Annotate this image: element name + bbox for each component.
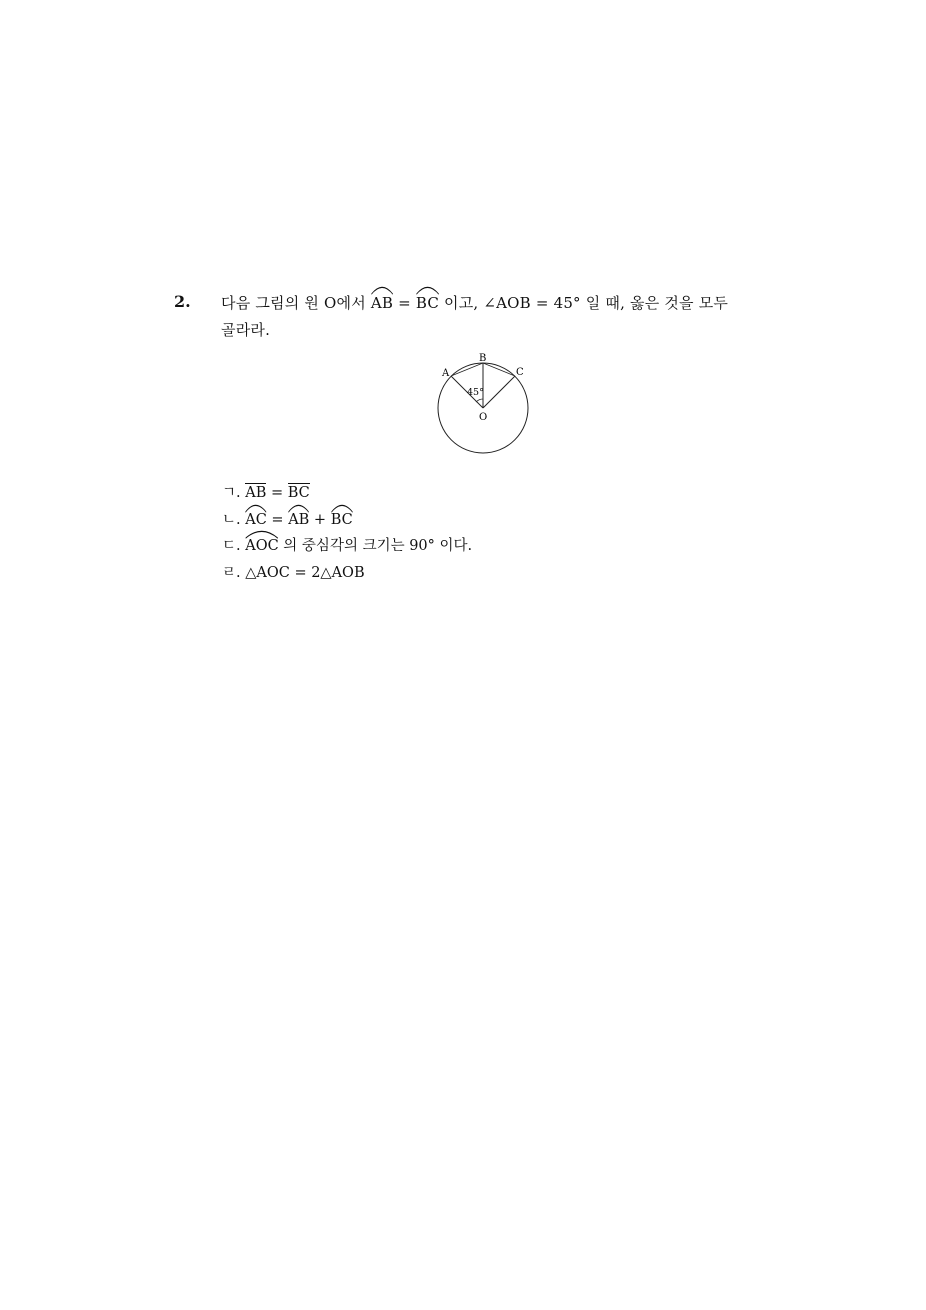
segment-bc: BC — [287, 485, 310, 501]
question-line-2: 골라라. — [221, 321, 271, 339]
problem-number: 2. — [174, 292, 191, 311]
arc-notation — [331, 510, 353, 528]
chord-ab — [451, 363, 483, 376]
radius-oc — [483, 376, 515, 408]
option-marker: ㄷ. — [222, 538, 241, 554]
label-angle: 45° — [467, 387, 484, 398]
option-2 — [222, 508, 353, 529]
equals-sign: = — [266, 485, 288, 501]
label-a: A — [442, 368, 450, 379]
segment-ab: AB — [245, 485, 267, 501]
arc-notation — [371, 292, 393, 312]
arc-bc-label: BC — [330, 512, 353, 528]
arc-bc-label: BC — [415, 294, 440, 312]
arc-ac-label: AC — [245, 512, 267, 528]
label-o: O — [479, 412, 488, 423]
arc-notation — [245, 536, 278, 554]
label-b: B — [479, 353, 487, 364]
arc-notation — [416, 292, 439, 312]
circle-figure — [430, 350, 540, 460]
question-text-mid: 이고, ∠AOB = 45° 일 때, 옳은 것을 모두 — [439, 294, 729, 312]
option-text: 의 중심각의 크기는 90° 이다. — [278, 538, 473, 554]
option-marker: ㄴ. — [222, 512, 241, 528]
plus-sign: + — [309, 512, 331, 528]
option-marker: ㄹ. — [222, 565, 241, 581]
arc-ab-label: AB — [370, 294, 394, 312]
option-4 — [222, 561, 365, 582]
arc-aoc-label: AOC — [245, 538, 279, 554]
equals-sign: = — [266, 512, 289, 528]
option-marker: ㄱ. — [222, 485, 241, 501]
option-1 — [222, 481, 310, 502]
option-3 — [222, 534, 472, 555]
arc-ab-label: AB — [288, 512, 310, 528]
question-line-1 — [221, 292, 728, 313]
arc-notation — [288, 510, 309, 528]
equals-sign: = — [393, 294, 416, 312]
question-text-prefix: 다음 그림의 원 O에서 — [221, 294, 371, 312]
label-c: C — [516, 367, 524, 378]
option-text: △AOC = 2△AOB — [245, 565, 365, 581]
arc-notation — [245, 510, 267, 528]
chord-bc — [483, 363, 515, 376]
